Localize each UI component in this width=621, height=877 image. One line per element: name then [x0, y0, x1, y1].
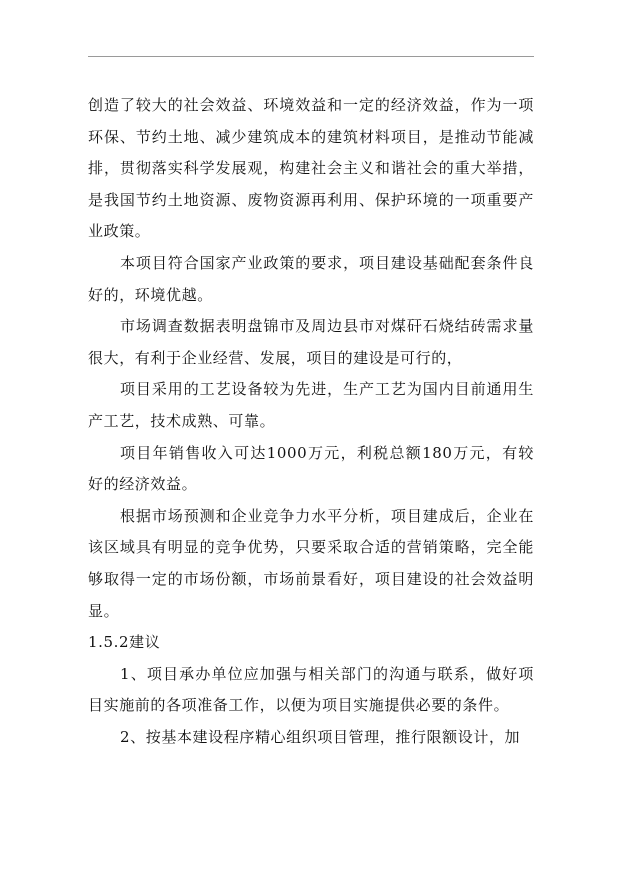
paragraph-policy: 本项目符合国家产业政策的要求，项目建设基础配套条件良好的，环境优越。	[88, 253, 534, 304]
document-body	[88, 90, 534, 753]
paragraph-market: 市场调查数据表明盘锦市及周边县市对煤矸石烧结砖需求量很大，有利于企业经营、发展，项目的建设是可行的，	[88, 317, 534, 367]
recommendation-item: 2、按基本建设程序精心组织项目管理，推行限额设计，加	[120, 727, 521, 746]
section-heading: 1.5.2建议	[88, 633, 161, 652]
paragraph-economics: 项目年销售收入可达1000万元，利税总额180万元，有较好的经济效益。	[88, 443, 534, 494]
paragraph-forecast: 根据市场预测和企业竞争力水平分析，项目建成后，企业在该区域具有明显的竞争优势，只要采取合适的营销策略，完全能够取得一定的市场份额，市场前景看好，项目建设的社会效益明显。	[88, 506, 534, 620]
paragraph-continued: 创造了较大的社会效益、环境效益和一定的经济效益，作为一项环保、节约土地、减少建筑成本的建筑材料项目，是推动节能减排，贯彻落实科学发展观，构建社会主义和谐社会的重大举措，是我国节约土地资源、废物资源再利用、保护环境的一项重要产业政策。	[88, 96, 534, 241]
recommendation-item: 1、项目承办单位应加强与相关部门的沟通与联系，做好项目实施前的各项准备工作，以便为项目实施提供必要的条件。	[88, 664, 534, 715]
paragraph-technology: 项目采用的工艺设备较为先进，生产工艺为国内目前通用生产工艺，技术成熟、可靠。	[88, 380, 534, 430]
header-rule	[88, 56, 534, 57]
